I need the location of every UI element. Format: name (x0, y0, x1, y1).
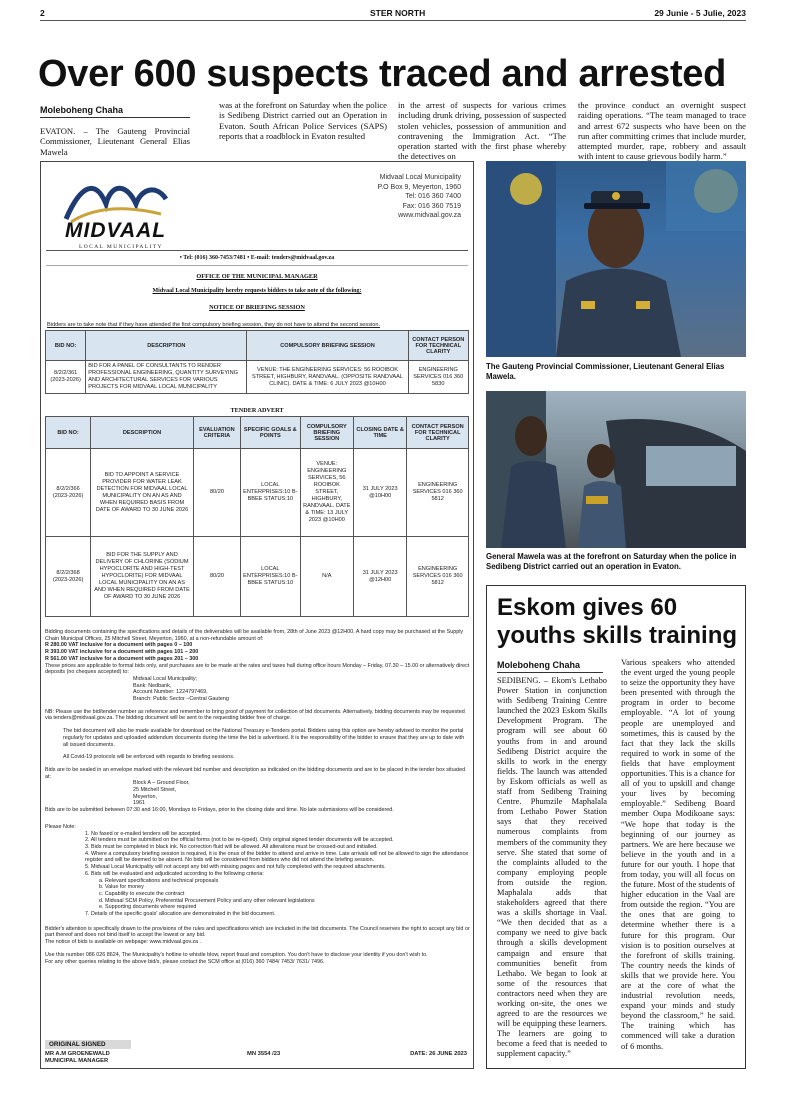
photo-caption-1: The Gauteng Provincial Commissioner, Lieutenant General Elias Mawela. (486, 362, 725, 381)
table-cell: BID FOR A PANEL OF CONSULTANTS TO RENDER PROFESSIONAL ENGINEERING, QUANTITY SURVEYING AND ARCHITECTURAL SERVICES FOR VARIOUS PROJECTS FOR MIDVAAL LOCAL MUNICIPALITY (86, 361, 247, 394)
bank-line: Account Number: 1224797469, (133, 689, 208, 696)
municipality-address (377, 173, 461, 221)
box-address-line: Block A – Ground Floor, (133, 780, 190, 787)
eskom-column-1: SEDIBENG. – Ekom's Lethabo Power Station in conjunction with Sedibeng Training Centre launched the 2023 Eskom Skills Development Program. The program will see about 60 youths from in and around Sedibeng District acquire the skills to work in the energy fields. The launch was attended by Eskom officials as well as staff from Sedibeng Training Centre. Phumzile Maphalala from Lethabo Power Station says that they received numerous complaints from members of the community they serve. She stated that some of the complaints alluded to the company employing people from outside the region. Maphalala adds that stakeholders agreed that there was a skills shortage in Vaal. “We then decided that as a company we need to give back through a skills development campaign and ensure that communities benefit from Lethabo. We began to look at some of the resources that contractors need when they are working on-site, the ones we agreed to are the resources we will be equipping these learners. The learners are going to become a feed that is needed to supplement capacity.” (497, 676, 607, 1059)
table-row (46, 361, 469, 394)
manager-name: MR A.M GROENEWALD (45, 1051, 110, 1057)
advert-divider (46, 250, 468, 251)
note-subitem: d. Midvaal SCM Policy, Preferential Procurement Policy and any other relevant legislations (99, 897, 315, 904)
table-header: CLOSING DATE & TIME (353, 417, 406, 449)
article-column-3: in the arrest of suspects for various crimes including drunk driving, possession of suspected stolen vehicles, possession of ammunition and contravening the Immigration Act. “The operation started with the first phase whereby the detectives on (398, 100, 566, 162)
note-item: 3. Bids must be completed in black ink. No correction fluid will be allowed. All alterations must be crossed-out and initialled. (85, 843, 378, 850)
table-cell: N/A (300, 537, 353, 617)
manager-title: MUNICIPAL MANAGER (45, 1058, 109, 1064)
table-cell: LOCAL ENTERPRISES:10 B-BBEE STATUS:10 (241, 537, 301, 617)
page-number: 2 (40, 8, 45, 18)
table-header: COMPULSORY BRIEFING SESSION (300, 417, 353, 449)
tender-table (45, 416, 469, 617)
table-row (46, 537, 469, 617)
photo-caption-2: General Mawela was at the forefront on Saturday when the police in Sedibeng District carried out an operation in Evaton. (486, 552, 737, 571)
briefing-table (45, 330, 469, 394)
article-byline: Moleboheng Chaha (40, 105, 123, 115)
table-cell: 31 JULY 2023 @12H00 (353, 537, 406, 617)
issue-date: 29 Junie - 5 Julie, 2023 (654, 8, 746, 18)
original-signed-label: ORIGINAL SIGNED (45, 1040, 131, 1049)
header-rule (40, 20, 746, 21)
logo-subtitle: LOCAL MUNICIPALITY (79, 244, 163, 250)
request-line: Midvaal Local Municipality hereby requests bidders to take note of the following: (152, 288, 362, 294)
note-item: 1. No faxed or e-mailed tenders will be accepted. (85, 830, 202, 837)
notice-title: NOTICE OF BRIEFING SESSION (209, 304, 305, 311)
table-cell: VENUE: THE ENGINEERING SERVICES: 56 ROOIBOK STREET, HIGHBURY, RANDVAAL. (OPPOSITE RANDVAAL CLINIC). DATE & TIME: 6 JULY 2023 @10H00 (247, 361, 408, 394)
midvaal-logo (61, 174, 171, 250)
note-item: 4. Where a compulsory briefing session is required, it is the onus of the bidder to attend and arrive in time. Late arrivals will not be allowed to sign the attendance register and will be deemed to be absent. No bids will be considered from bidders who did not attend the briefing session. (85, 850, 469, 864)
mn-number: MN 3554 /23 (247, 1051, 281, 1057)
table-header: DESCRIPTION (91, 417, 194, 449)
note-item: 5. Midvaal Local Municipality will not accept any bid with missing pages and not fully completed with the required attachments. (85, 864, 386, 871)
bank-line: Midvaal Local Municipality; (133, 675, 198, 682)
note-item: 2. All tenders must be submitted on the official forms (not to be re-typed). Only original signed tender documents will be accepted. (85, 837, 394, 844)
bank-line: Bank: Nedbank, (133, 682, 172, 689)
nb-paragraph: The bid document will also be made available for download on the National Treasury e-Tenders portal. Bidders using this option are hereby advised to monitor the portal regularly for updates and uploaded addendum documents during the time the bid is advertised. It is the responsibility of the bidder to ensure that they are up to date with all issued documents. (63, 728, 465, 748)
box-address-line: Meyerton, (133, 793, 157, 800)
table-cell: VENUE: ENGINEERING SERVICES, 56 ROOIBOK STREET, HIGHBURY, RANDVAAL. DATE & TIME: 13 JULY 2023 @10H00 (300, 449, 353, 537)
attention-paragraph: Bidder's attention is specifically drawn to the provisions of the rules and specifications which are included in the bid documents. The Council reserves the right to accept any bid or part thereof and does not bind itself to accept the lowest or any bid. (45, 925, 470, 939)
note-subitem: c. Capability to execute the contract (99, 890, 185, 897)
table-cell: BID FOR THE SUPPLY AND DELIVERY OF CHLORINE (SODIUM HYPOCLORITE AND HIGH-TEST HYPOCLORITE) FOR MIDVAAL LOCAL MUNICIPALITY ON AN AS AND WHEN REQUIRED FROM DATE OF AWARD TO 30 JUNE 2026 (91, 537, 194, 617)
please-note-label: Please Note: (45, 823, 76, 830)
hotline-paragraph: Use this number 086 026 8624, The Municipality's hotline to whistle blow, report fraud and corruption. You don't have to disclose your identity if you don't wish to. (45, 951, 428, 958)
table-header: CONTACT PERSON FOR TECHNICAL CLARITY (408, 331, 468, 361)
table-header: COMPULSORY BRIEFING SESSION (247, 331, 408, 361)
box-address-line: 1961 (133, 800, 145, 807)
table-header: BID NO: (46, 331, 86, 361)
table-cell: 80/20 (193, 537, 240, 617)
table-cell: 31 JULY 2023 @10H00 (353, 449, 406, 537)
advert-date: DATE: 26 JUNE 2023 (410, 1051, 467, 1057)
table-cell: ENGINEERING SERVICES 016 360 5812 (407, 537, 469, 617)
price-line: R 393.00 VAT inclusive for a document with pages 101 – 200 (45, 649, 199, 656)
eskom-headline: Eskom gives 60 youths skills training (497, 594, 738, 649)
article-headline: Over 600 suspects traced and arrested (38, 53, 727, 95)
covid-note: All Covid-19 protocols will be enforced with regards to briefing sessions. (63, 754, 235, 761)
note-subitem: a. Relevant specifications and technical proposals (99, 877, 219, 884)
tender-advert-title: TENDER ADVERT (230, 407, 284, 414)
logo-wordmark: MIDVAAL (65, 219, 167, 242)
bid-documents-info (45, 629, 471, 965)
article-column-2: was at the forefront on Saturday when the police is Sedibeng District carried out an Operation in Evaton. South African Police Services (SAPS) reports that a roadblock in Evaton resulted (219, 100, 387, 141)
nb-paragraph: NB: Please use the bid/tender number as reference and remember to bring proof of payment for collection of bid documents. Alternatively, bidding documents may be requested via tenders@midvaal.gov.za. The bidding document will be sent to the requesting bidder free of charge. (45, 708, 465, 722)
documents-paragraph: Bidding documents containing the specifications and details of the deliverables will be available from, 28th of June 2023 @12H00. A hard copy may be purchased at the Supply Chain Municipal Offices, 25 Mitchell Street, Meyerton, 1960, at a non-refundable amount of: (45, 629, 464, 642)
table-header-row (46, 331, 469, 361)
contact-line: • Tel: (016) 360-7453/7481 • E-mail: tenders@midvaal.gov.za (179, 255, 335, 261)
table-cell: 80/20 (193, 449, 240, 537)
price-line: R 561.00 VAT inclusive for a document with pages 201 – 300 (45, 655, 199, 662)
table-cell: 8/2/2/361 (2023-2026) (46, 361, 86, 394)
table-cell: LOCAL ENTERPRISES:10 B-BBEE STATUS:10 (241, 449, 301, 537)
byline-rule (40, 117, 190, 118)
webpage-line: The notice of bids is available on webpage: www.midvaal.gov.za . (45, 939, 202, 946)
tender-advert (40, 161, 474, 1069)
eskom-article-box (486, 585, 746, 1069)
table-cell: 8/2/2/368 (2023-2026) (46, 537, 91, 617)
table-header-row (46, 417, 469, 449)
byline-rule (497, 672, 603, 673)
commissioner-photo (486, 161, 746, 357)
note-subitem: e. Supporting documents where required (99, 904, 197, 911)
queries-paragraph: For any other queries relating to the above bid/s, please contact the SCM office at (016) 360 7484/ 7453/ 7631/ 7496. (45, 958, 325, 965)
advert-divider (46, 265, 468, 266)
price-line: R 280.00 VAT inclusive for a document with pages 0 – 100 (45, 642, 193, 649)
box-address-line: 25 Mitchell Street, (133, 787, 177, 794)
payment-paragraph: These prices are applicable to formal bids only, and purchases are to be made at the rates and taxes hall during office hours Monday – Friday, 07.30 – 15.00 or alternatively direct deposits (no cheques accepted) to: (45, 662, 470, 676)
address-line: www.midvaal.gov.za (398, 212, 461, 219)
table-header: SPECIFIC GOALS & POINTS (241, 417, 301, 449)
article-column-4: the province conduct an overnight suspect raiding operations. “The team managed to trace and arrest 672 suspects who have been on the run after committing crimes that include murder, attempted murder, rape, robbery and assault with intent to cause grievous bodily harm.” (578, 100, 746, 162)
table-cell: ENGINEERING SERVICES 016 360 5830 (408, 361, 468, 394)
office-title: OFFICE OF THE MUNICIPAL MANAGER (196, 273, 318, 280)
note-item: 7. Details of the specific goals' allocation are demonstrated in the bid document. (85, 911, 276, 918)
operation-photo (486, 391, 746, 548)
page-header (40, 8, 746, 20)
submission-paragraph: Bids are to be submitted between 07:30 and 16:00, Mondays to Fridays, prior to the closing date and time. No late submissions will be considered. (45, 807, 394, 814)
table-row (46, 449, 469, 537)
table-header: CONTACT PERSON FOR TECHNICAL CLARITY (407, 417, 469, 449)
address-line: P.O Box 9, Meyerton, 1960 (377, 183, 461, 191)
bank-line: Branch: Public Sector –Central Gauteng (133, 696, 229, 703)
note-subitem: b. Value for money (99, 884, 144, 891)
eskom-byline: Moleboheng Chaha (497, 660, 580, 670)
table-cell: BID TO APPOINT A SERVICE PROVIDER FOR WATER LEAK DETECTION FOR MIDVAAL LOCAL MUNICIPALITY ON AN AS AND WHEN REQUIRED BASIS FROM DATE OF AWARD TO 30 JUNE 2026 (91, 449, 194, 537)
table-header: EVALUATION CRITERIA (193, 417, 240, 449)
address-line: Tel: 016 360 7400 (405, 193, 461, 200)
article-column-1: EVATON. – The Gauteng Provincial Commissioner, Lieutenant General Elias Mawela (40, 126, 190, 157)
note-item: 6. Bids will be evaluated and adjudicated according to the following criteria: (85, 870, 264, 877)
table-header: BID NO: (46, 417, 91, 449)
sealed-paragraph: Bids are to be sealed in an envelope marked with the relevant bid number and description as indicated on the bidding documents and are to be placed in the tender box situated at: (45, 766, 466, 780)
briefing-note: Bidders are to take note that if they have attended the first compulsory briefing session, they do not have to attend the second session. (47, 322, 381, 328)
table-cell: 8/2/2/366 (2023-2026) (46, 449, 91, 537)
publication-name: STER NORTH (370, 8, 426, 18)
table-cell: ENGINEERING SERVICES 016 360 5812 (407, 449, 469, 537)
table-header: DESCRIPTION (86, 331, 247, 361)
eskom-column-2: Various speakers who attended the event urged the young people to seize the opportunity they have been presented with through the program in order to become employable. “A lot of young people are unemployed and sometimes, this is caused by the fact that they lack the skills required to work in some of the fields that have employment opportunities. This is a chance for all of you to upskill and change your lives by becoming employable.” Sedibeng Board member Oupa Modikoane says: “We hope that today is the beginning of our journey as partners. We are here because we believe in the youth and in a future for our youth. I hope that from today, you will all focus on the future. Most of the students of higher education in the Vaal are from outside the region. “You are the ones that are going to determine whether there is a future for this program. Our vision is to position ourselves at the forefront of skills training. The country needs the kinds of skills that we provide here. You are at the core of what the industrial revolution needs, expand your minds and study beyond the classroom,” he said. The training which has commenced will take a duration of 6 months. (621, 658, 735, 1051)
address-line: Fax: 016 360 7519 (402, 202, 461, 210)
address-line: Midvaal Local Municipality (379, 174, 461, 181)
